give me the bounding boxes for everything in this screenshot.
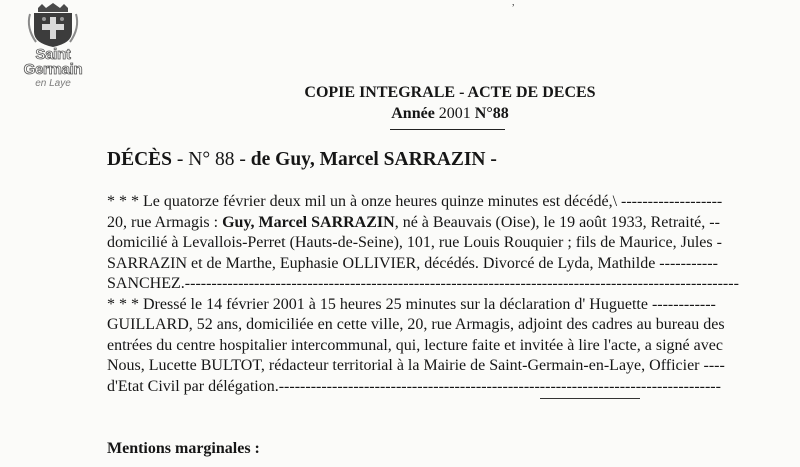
body-line-10: d'Etat Civil par délégation.-----------------------------------------------------------------------------------	[107, 377, 721, 395]
body-line-2	[107, 213, 797, 234]
logo-line-saint: Saint	[35, 46, 71, 63]
body-line-3: domicilié à Levallois-Perret (Hauts-de-Seine), 101, rue Louis Rouquier ; fils de Maurice, Jules -	[107, 234, 722, 251]
body-line-6: * * * Dressé le 14 février 2001 à 15 heures 25 minutes sur la déclaration d' Huguette ------------	[107, 295, 716, 313]
body-line-9: Nous, Lucette BULTOT, rédacteur territorial à la Mairie de Saint-Germain-en-Laye, Officier ----	[107, 357, 725, 374]
deces-label: DÉCÈS	[107, 149, 173, 170]
body-line-7: GUILLARD, 52 ans, domiciliée en cette ville, 20, rue Armagis, adjoint des cadres au bureau des	[107, 316, 725, 333]
year-value: 2001	[438, 105, 471, 122]
deces-name: de Guy, Marcel SARRAZIN -	[250, 149, 497, 170]
logo-line-germain: Germain	[23, 61, 83, 78]
document-year-line	[200, 105, 700, 123]
closing-rule	[540, 398, 640, 399]
address-text: 20, rue Armagis :	[107, 213, 223, 231]
body-line-4: SARRAZIN et de Marthe, Euphasie OLLIVIER, décédés. Divorcé de Lyda, Mathilde -----------	[107, 254, 718, 272]
header-underline	[390, 129, 505, 130]
body-line-8: entrées du centre hospitalier intercommunal, qui, lecture faite et invitée à lire l'acte, a signé avec	[107, 336, 723, 354]
body-line-5: SANCHEZ.--------------------------------------------------------------------------------------------------------	[107, 275, 739, 292]
deces-number: - N° 88 -	[176, 149, 246, 170]
logo-line-en-laye: en Laye	[35, 78, 71, 89]
coat-of-arms-icon	[18, 2, 88, 48]
act-body	[107, 192, 797, 397]
act-number: N°88	[474, 105, 509, 122]
document-title: COPIE INTEGRALE - ACTE DE DECES	[304, 84, 596, 101]
body-line-1: * * * Le quatorze février deux mil un à onze heures quinze minutes est décédé,\ -------------------	[107, 193, 723, 210]
deces-heading	[107, 149, 497, 171]
deceased-name: Guy, Marcel SARRAZIN	[222, 213, 395, 231]
saint-germain-en-laye-logo	[18, 2, 88, 102]
scan-mark: ,	[512, 0, 515, 8]
mentions-marginales-heading: Mentions marginales :	[107, 440, 260, 457]
year-label: Année	[391, 105, 435, 122]
birth-text: , né à Beauvais (Oise), le 19 août 1933, Retraité, --	[394, 213, 720, 231]
